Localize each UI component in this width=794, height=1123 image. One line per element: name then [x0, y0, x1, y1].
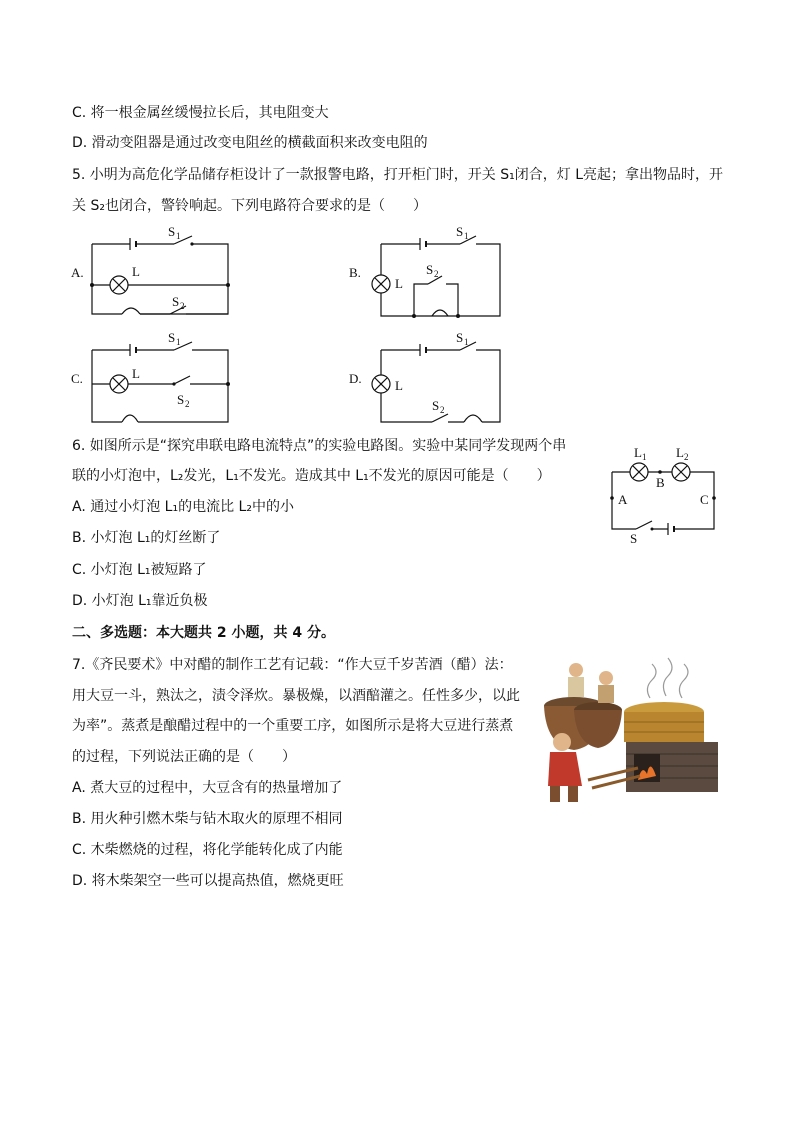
svg-text:C: C — [700, 492, 709, 507]
svg-text:1: 1 — [464, 337, 469, 347]
svg-text:L: L — [634, 445, 642, 460]
option-d-label: D. — [349, 371, 362, 386]
svg-text:S: S — [456, 224, 464, 239]
q7-option-b: B. 用火种引燃木柴与钻木取火的原理不相同 — [72, 811, 343, 827]
q7-stem-line3: 为率”。蒸煮是酿醋过程中的一个重要工序，如图所示是将大豆进行蒸煮 — [72, 718, 514, 734]
q5-stem-line1: 5. 小明为高危化学品储存柜设计了一款报警电路，打开柜门时，开关 S₁闭合，灯 L亮起；拿出物品时，开 — [72, 167, 724, 183]
svg-text:S: S — [172, 294, 180, 309]
q6-option-d: D. 小灯泡 L₁靠近负极 — [72, 593, 208, 609]
svg-text:1: 1 — [176, 231, 181, 241]
series-circuit-diagram — [600, 440, 725, 548]
soybean-steaming-illustration — [538, 650, 728, 810]
q6-option-b: B. 小灯泡 L₁的灯丝断了 — [72, 530, 221, 546]
q4-option-c: C. 将一根金属丝缓慢拉长后，其电阻变大 — [72, 105, 329, 121]
option-c-label: C. — [71, 371, 83, 386]
svg-text:1: 1 — [464, 231, 469, 241]
svg-text:S: S — [177, 392, 185, 407]
svg-text:S: S — [426, 262, 434, 277]
q6-stem-line2: 联的小灯泡中，L₂发光，L₁不发光。造成其中 L₁不发光的原因可能是（ ） — [72, 468, 551, 484]
q6-option-a: A. 通过小灯泡 L₁的电流比 L₂中的小 — [72, 499, 294, 515]
q7-stem-line1: 7.《齐民要术》中对醋的制作工艺有记载：“作大豆千岁苦酒（醋）法： — [72, 657, 513, 673]
svg-text:2: 2 — [440, 405, 445, 415]
option-b-label: B. — [349, 265, 361, 280]
circuit-diagram-d — [348, 328, 508, 428]
q7-stem-line2: 用大豆一斗，熟汰之，渍令泽炊。暴极燥，以酒醅灌之。任性多少，以此 — [72, 688, 520, 704]
svg-text:1: 1 — [176, 337, 181, 347]
svg-text:L: L — [132, 366, 140, 381]
svg-text:2: 2 — [180, 301, 185, 311]
q7-option-d: D. 将木柴架空一些可以提高热值，燃烧更旺 — [72, 873, 344, 889]
svg-text:L: L — [676, 445, 684, 460]
option-a-label: A. — [71, 265, 84, 280]
q7-stem-line4: 的过程，下列说法正确的是（ ） — [72, 749, 296, 765]
svg-text:S: S — [432, 398, 440, 413]
svg-text:B: B — [656, 475, 665, 490]
svg-text:L: L — [395, 276, 403, 291]
svg-text:S: S — [630, 531, 638, 546]
q7-option-a: A. 煮大豆的过程中，大豆含有的热量增加了 — [72, 780, 343, 796]
svg-text:2: 2 — [434, 269, 439, 279]
svg-text:1: 1 — [642, 452, 647, 462]
circuit-diagram-b — [348, 222, 508, 322]
svg-text:2: 2 — [684, 452, 689, 462]
svg-text:L: L — [395, 378, 403, 393]
q6-stem-line1: 6. 如图所示是“探究串联电路电流特点”的实验电路图。实验中某同学发现两个串 — [72, 438, 567, 454]
svg-text:S: S — [168, 224, 176, 239]
svg-text:L: L — [132, 264, 140, 279]
circuit-diagram-c — [70, 328, 240, 428]
svg-text:S: S — [168, 330, 176, 345]
svg-text:A: A — [618, 492, 628, 507]
q5-stem-line2: 关 S₂也闭合，警铃响起。下列电路符合要求的是（ ） — [72, 198, 427, 214]
section-heading: 二、多选题：本大题共 2 小题，共 4 分。 — [72, 625, 335, 641]
svg-text:S: S — [456, 330, 464, 345]
circuit-diagram-a — [70, 222, 240, 322]
q7-option-c: C. 木柴燃烧的过程，将化学能转化成了内能 — [72, 842, 343, 858]
svg-text:2: 2 — [185, 399, 190, 409]
q4-option-d: D. 滑动变阻器是通过改变电阻丝的横截面积来改变电阻的 — [72, 135, 428, 151]
q6-option-c: C. 小灯泡 L₁被短路了 — [72, 562, 207, 578]
